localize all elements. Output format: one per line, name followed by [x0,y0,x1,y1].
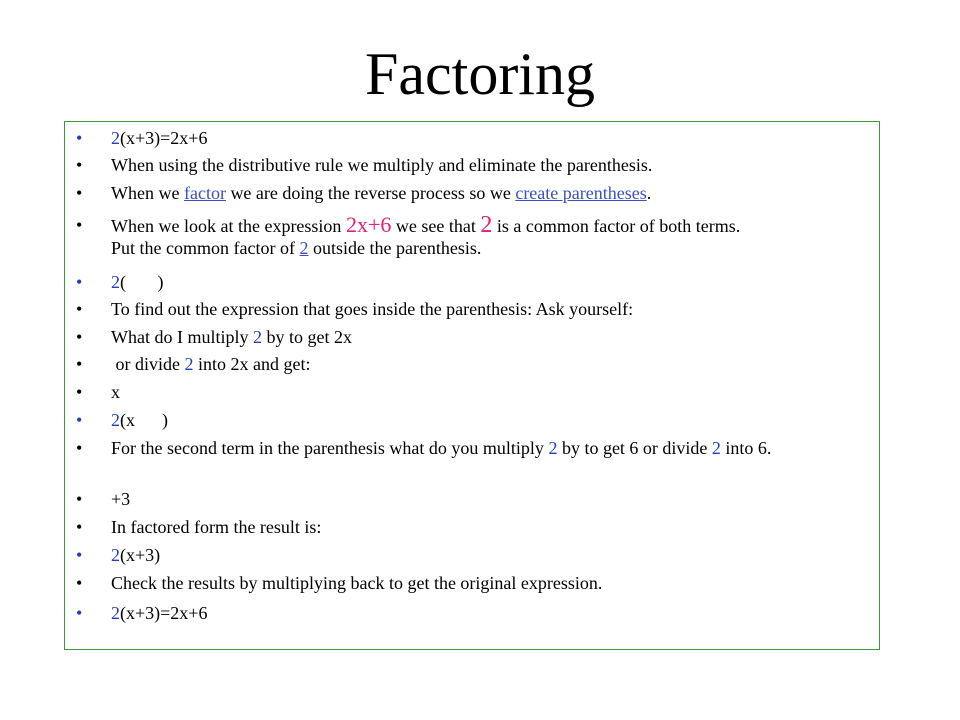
bullet-item-13: • In factored form the result is: [111,517,871,537]
highlight-number: 2 [111,603,120,623]
bullet-text: or divide [111,354,185,374]
bullet-item-8 [111,354,871,374]
bullet-text: When we [111,183,184,203]
bullet-text: ( ) [120,272,164,292]
bullet-item-11 [111,438,871,458]
content-box [64,121,880,650]
bullet-text: is a common factor of both terms. [492,216,741,236]
expression-highlight: 2x+6 [345,212,392,237]
bullet-text: (x ) [120,410,168,430]
highlight-number: 2 [548,438,558,458]
slide-title: Factoring [365,41,595,107]
bullet-text: Put the common factor of [111,238,300,258]
highlight-number: 2 [111,410,120,430]
highlight-number: 2 [111,272,120,292]
bullet-text: by to get 2x [261,327,352,347]
bullet-item-5 [111,272,871,292]
bullet-item-7 [111,327,871,347]
bullet-text: For the second term in the parenthesis what do you multiply [111,438,549,458]
bullet-item-2: • When using the distributive rule we multiply and eliminate the parenthesis. [111,155,871,175]
bullet-item-9: • x [111,382,871,402]
bullet-text: (x+3) [120,545,161,565]
bullet-item-1 [111,128,871,148]
create-parentheses-link[interactable]: create parentheses [515,183,647,203]
bullet-item-15: • Check the results by multiplying back to get the original expression. [111,573,871,593]
bullet-item-10 [111,410,871,430]
bullet-item-12: • +3 [111,489,871,509]
bullet-item-14 [111,545,871,565]
highlight-number: 2 [111,545,120,565]
bullet-text: (x+3)=2x+6 [120,128,208,148]
highlight-number: 2 [111,128,120,148]
bullet-text: by to get 6 or divide [557,438,712,458]
bullet-text: outside the parenthesis. [308,238,482,258]
factor-link[interactable]: factor [183,183,226,203]
highlight-number: 2 [711,438,721,458]
highlight-number: 2 [252,327,262,347]
bullet-text: (x+3)=2x+6 [120,603,208,623]
common-factor-highlight: 2 [480,212,493,238]
bullet-item-3 [111,183,871,203]
bullet-item-16 [111,603,871,623]
bullet-item-4 [111,214,871,259]
bullet-text: we see that [391,216,481,236]
bullet-text: into 2x and get: [193,354,311,374]
bullet-text: What do I multiply [111,327,253,347]
bullet-item-6: • To find out the expression that goes inside the parenthesis: Ask yourself: [111,299,871,319]
bullet-text: When we look at the expression [111,216,346,236]
bullet-text: . [646,183,652,203]
bullet-text: into 6. [720,438,772,458]
bullet-text: we are doing the reverse process so we [225,183,516,203]
highlight-number: 2 [184,354,194,374]
factor-two-link[interactable]: 2 [299,238,309,258]
